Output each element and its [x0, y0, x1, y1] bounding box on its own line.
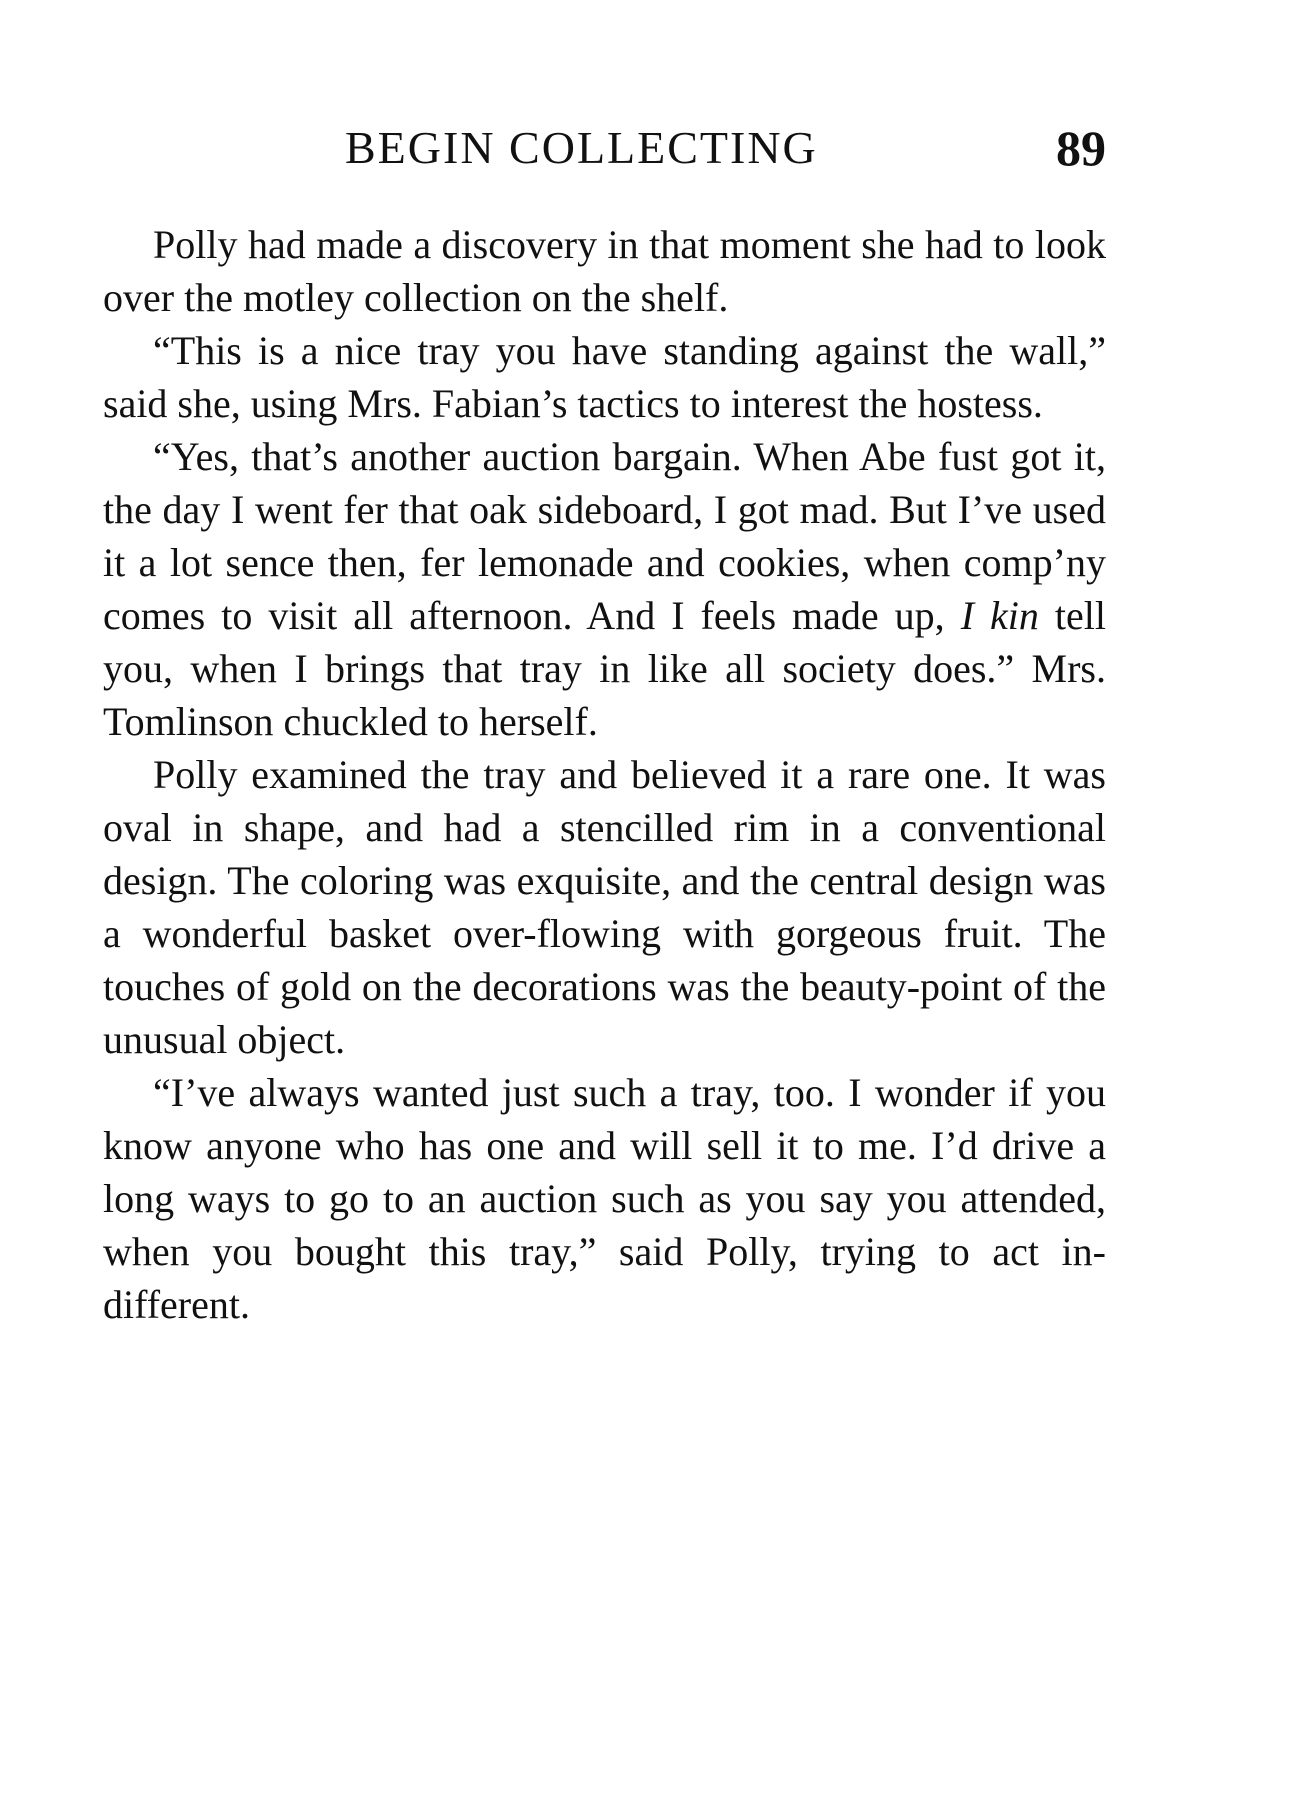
page-number: 89 — [1056, 120, 1106, 176]
paragraph-4: Polly examined the tray and believed it a rare one. It was oval in shape, and had a stencilled rim in a conventional design. The coloring was exquisite, and the central design was a wonderful basket over-flowing with gorgeous fruit. The touches of gold on the decorations was the beauty-point of the unusual object. — [103, 752, 1106, 1062]
body-text — [103, 218, 1106, 1331]
paragraph-3 — [103, 430, 1106, 748]
paragraph-2: “This is a nice tray you have standing against the wall,” said she, using Mrs. Fabian’s tactics to interest the hostess. — [103, 328, 1106, 426]
paragraph-5: “I’ve always wanted just such a tray, too. I wonder if you know anyone who has one and will sell it to me. I’d drive a long ways to go to an auction such as you say you attended, when you bought this tray,” said Polly, trying to act indifferent. — [103, 1070, 1106, 1327]
paragraph-3-text-start: “Yes, that’s another auction bargain. When Abe fust got it, the day I went fer that oak sideboard, I got mad. But I’ve used it a lot sence then, fer lemonade and cookies, when comp’ny comes to visit all afternoon. And I feels made up, — [103, 434, 1106, 638]
running-head — [100, 118, 1106, 178]
italic-emphasis: I kin — [960, 593, 1039, 638]
paragraph-3-text-end: tell you, when I brings that tray in like all society does.” Mrs. Tomlinson chuckled to herself. — [103, 593, 1107, 744]
paragraph-1: Polly had made a discovery in that moment she had to look over the motley collection on the shelf. — [103, 222, 1106, 320]
chapter-title: BEGIN COLLECTING — [345, 122, 818, 173]
